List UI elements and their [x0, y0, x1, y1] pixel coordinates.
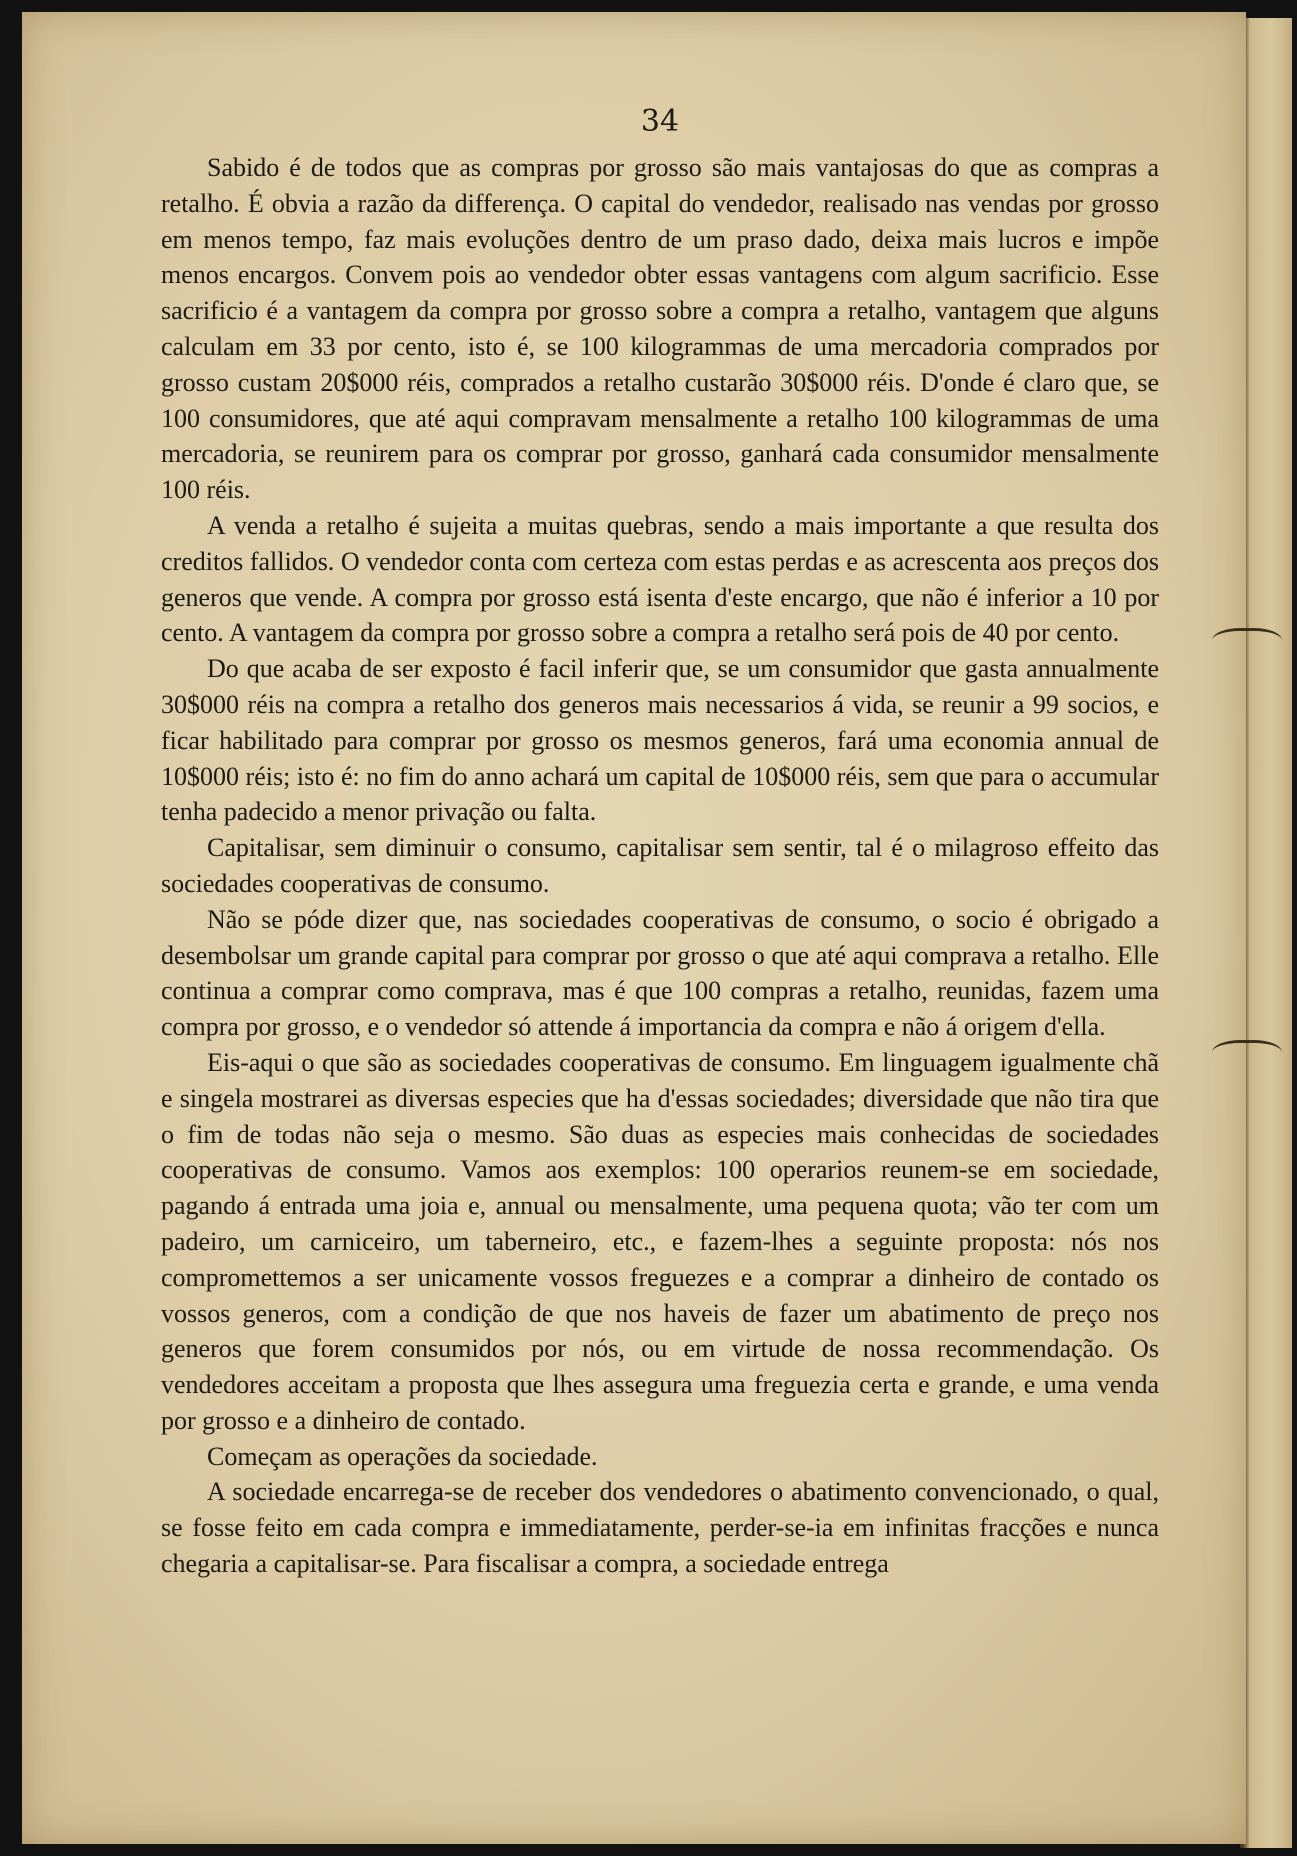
paragraph: Sabido é de todos que as compras por grosso são mais vantajosas do que as compras a retalho. É obvia a razão da differença. O capital do vendedor, realisado nas vendas por grosso em menos tempo, faz mais evoluções dentro de um praso dado, deixa mais lucros e impõe menos encargos. Convem pois ao vendedor obter essas vantagens com algum sacrificio. Esse sacrificio é a vantagem da compra por grosso sobre a compra a retalho, vantagem que alguns calculam em 33 por cento, isto é, se 100 kilogrammas de uma mercadoria comprados por grosso custam 20$000 réis, comprados a retalho custarão 30$000 réis. D'onde é claro que, se 100 consumidores, que até aqui compravam mensalmente a retalho 100 kilogrammas de uma mercadoria, se reunirem para os comprar por grosso, ganhará cada consumidor mensalmente 100 réis.: [161, 153, 1159, 505]
paragraph: Eis-aqui o que são as sociedades cooperativas de consumo. Em linguagem igualmente chã e singela mostrarei as diversas especies que ha d'essas sociedades; diversidade que não tira que o fim de todas não seja o mesmo. São duas as especies mais conhecidas de sociedades cooperativas de consumo. Vamos aos exemplos: 100 operarios reunem-se em sociedade, pagando á entrada uma joia e, annual ou mensalmente, uma pequena quota; vão ter com um padeiro, um carniceiro, um taberneiro, etc., e fazem-lhes a seguinte proposta: nós nos compromettemos a ser unicamente vossos freguezes e a comprar a dinheiro de contado os vossos generos, com a condição de que nos haveis de fazer um abatimento de preço nos generos que forem consumidos por nós, ou em virtude de nossa recommendação. Os vendedores acceitam a proposta que lhes assegura uma freguezia certa e grande, e uma venda por grosso e a dinheiro de contado.: [161, 1047, 1159, 1435]
binding-thread-mark: [1212, 628, 1282, 659]
paragraph: A venda a retalho é sujeita a muitas quebras, sendo a mais importante a que resulta dos creditos fallidos. O vendedor conta com certeza com estas perdas e as acrescenta aos preços dos generos que vende. A compra por grosso está isenta d'este encargo, que não é inferior a 10 por cento. A vantagem da compra por grosso sobre a compra a retalho será pois de 40 por cento.: [161, 510, 1159, 648]
paragraph: Do que acaba de ser exposto é facil inferir que, se um consumidor que gasta annualmente 30$000 réis na compra a retalho dos generos mais necessarios á vida, se reunir a 99 socios, e ficar habilitado para comprar por grosso os mesmos generos, fará uma economia annual de 10$000 réis; isto é: no fim do anno achará um capital de 10$000 réis, sem que para o accumular tenha padecido a menor privação ou falta.: [161, 654, 1159, 827]
paragraph: Capitalisar, sem diminuir o consumo, capitalisar sem sentir, tal é o milagroso effeito das sociedades cooperativas de consumo.: [161, 833, 1159, 898]
paragraph: A sociedade encarrega-se de receber dos vendedores o abatimento convencionado, o qual, se fosse feito em cada compra e immediatamente, perder-se-ia em infinitas fracções e nunca chegaria a capitalisar-se. Para fiscalisar a compra, a sociedade entrega: [161, 1477, 1159, 1579]
paragraph: Começam as operações da sociedade.: [207, 1441, 598, 1471]
binding-thread-mark: [1212, 1040, 1282, 1071]
paragraph: Não se póde dizer que, nas sociedades cooperativas de consumo, o socio é obrigado a desembolsar um grande capital para comprar por grosso o que até aqui comprava a retalho. Elle continua a comprar como comprava, mas é que 100 compras a retalho, reunidas, fazem uma compra por grosso, e o vendedor só attende á importancia da compra e não á origem d'ella.: [161, 904, 1159, 1042]
page-body: [161, 150, 1159, 1582]
adjacent-page-edge: [1240, 18, 1292, 1848]
page-number: 34: [640, 104, 680, 139]
